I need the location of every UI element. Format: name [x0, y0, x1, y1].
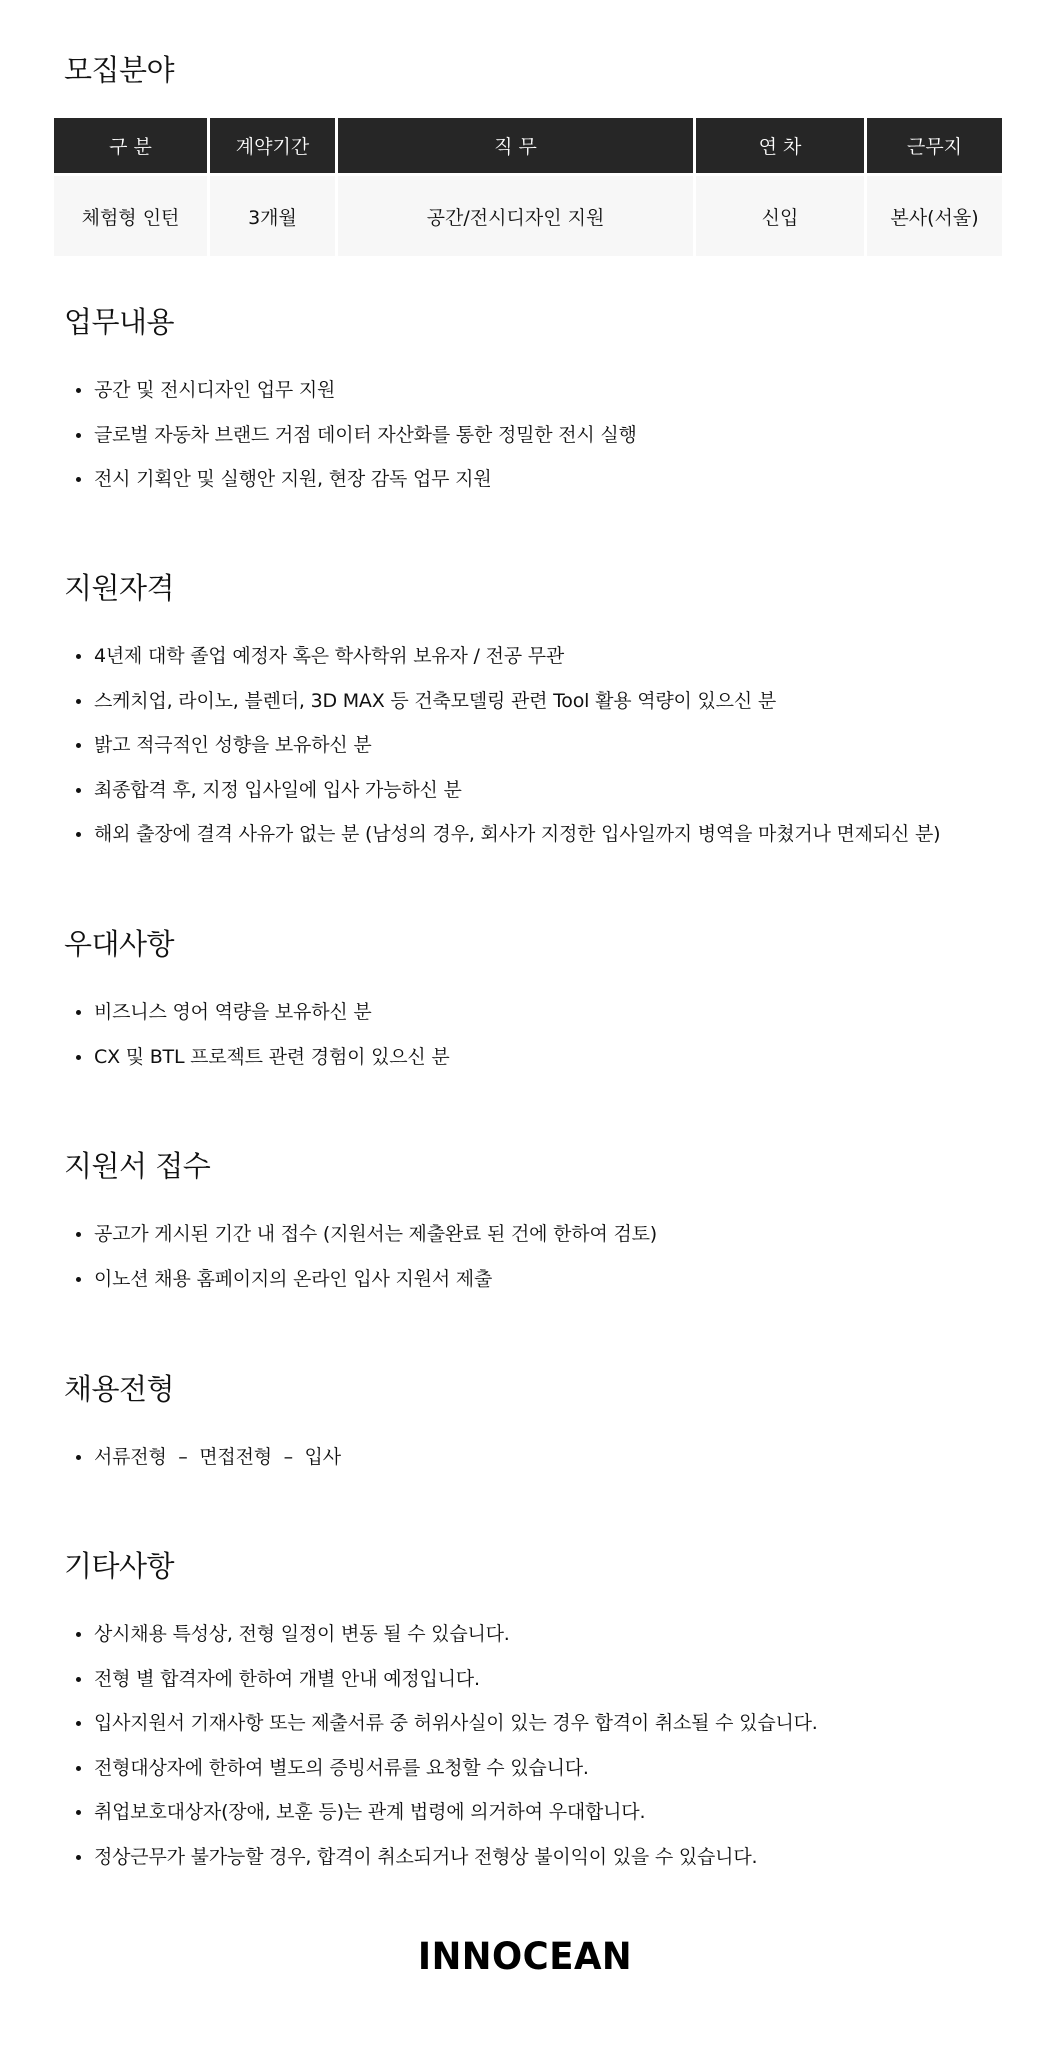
- table-cell: 3개월: [210, 176, 335, 256]
- application-title: 지원서 접수: [64, 1149, 211, 1183]
- duties-list: [76, 368, 637, 502]
- table-cell: 신입: [696, 176, 864, 256]
- process-title: 채용전형: [64, 1372, 175, 1406]
- process-list: [76, 1435, 341, 1480]
- list-item: 최종합격 후, 지정 입사일에 입사 가능하신 분: [76, 768, 940, 813]
- list-item: CX 및 BTL 프로젝트 관련 경험이 있으신 분: [76, 1035, 450, 1080]
- list-item: 전형대상자에 한하여 별도의 증빙서류를 요청할 수 있습니다.: [76, 1746, 818, 1791]
- table-header-cell: 직 무: [338, 118, 693, 176]
- table-cell: 공간/전시디자인 지원: [338, 176, 693, 256]
- list-item: 공간 및 전시디자인 업무 지원: [76, 368, 637, 413]
- etc-title: 기타사항: [64, 1549, 175, 1583]
- list-item: 글로벌 자동차 브랜드 거점 데이터 자산화를 통한 정밀한 전시 실행: [76, 413, 637, 458]
- qualifications-list: [76, 634, 940, 857]
- list-item: 스케치업, 라이노, 블렌더, 3D MAX 등 건축모델링 관련 Tool 활용 역량이 있으신 분: [76, 679, 940, 724]
- list-item: 4년제 대학 졸업 예정자 혹은 학사학위 보유자 / 전공 무관: [76, 634, 940, 679]
- qualifications-title: 지원자격: [64, 571, 175, 605]
- table-cell: 본사(서울): [867, 176, 1002, 256]
- list-item: 전형 별 합격자에 한하여 개별 안내 예정입니다.: [76, 1657, 818, 1702]
- list-item: 상시채용 특성상, 전형 일정이 변동 될 수 있습니다.: [76, 1612, 818, 1657]
- table-header-cell: 구 분: [54, 118, 207, 176]
- table-header-cell: 계약기간: [210, 118, 335, 176]
- duties-title: 업무내용: [64, 305, 175, 339]
- list-item: 입사지원서 기재사항 또는 제출서류 중 허위사실이 있는 경우 합격이 취소될 수 있습니다.: [76, 1701, 818, 1746]
- preferred-title: 우대사항: [64, 927, 175, 961]
- table-row: [54, 176, 1002, 256]
- list-item: 서류전형 – 면접전형 – 입사: [76, 1435, 341, 1480]
- recruit-field-table: [51, 118, 1005, 256]
- innocean-logo: INNOCEAN: [417, 1935, 633, 1978]
- recruit-field-title: 모집분야: [64, 53, 175, 87]
- list-item: 전시 기획안 및 실행안 지원, 현장 감독 업무 지원: [76, 457, 637, 502]
- table-header-cell: 연 차: [696, 118, 864, 176]
- application-list: [76, 1212, 657, 1301]
- list-item: 밝고 적극적인 성향을 보유하신 분: [76, 723, 940, 768]
- list-item: 이노션 채용 홈페이지의 온라인 입사 지원서 제출: [76, 1257, 657, 1302]
- table-header-row: [54, 118, 1002, 176]
- list-item: 공고가 게시된 기간 내 접수 (지원서는 제출완료 된 건에 한하여 검토): [76, 1212, 657, 1257]
- etc-list: [76, 1612, 818, 1879]
- list-item: 취업보호대상자(장애, 보훈 등)는 관계 법령에 의거하여 우대합니다.: [76, 1790, 818, 1835]
- list-item: 비즈니스 영어 역량을 보유하신 분: [76, 990, 450, 1035]
- table-cell: 체험형 인턴: [54, 176, 207, 256]
- preferred-list: [76, 990, 450, 1079]
- table-header-cell: 근무지: [867, 118, 1002, 176]
- list-item: 정상근무가 불가능할 경우, 합격이 취소되거나 전형상 불이익이 있을 수 있습니다.: [76, 1835, 818, 1880]
- list-item: 해외 출장에 결격 사유가 없는 분 (남성의 경우, 회사가 지정한 입사일까지 병역을 마쳤거나 면제되신 분): [76, 812, 940, 857]
